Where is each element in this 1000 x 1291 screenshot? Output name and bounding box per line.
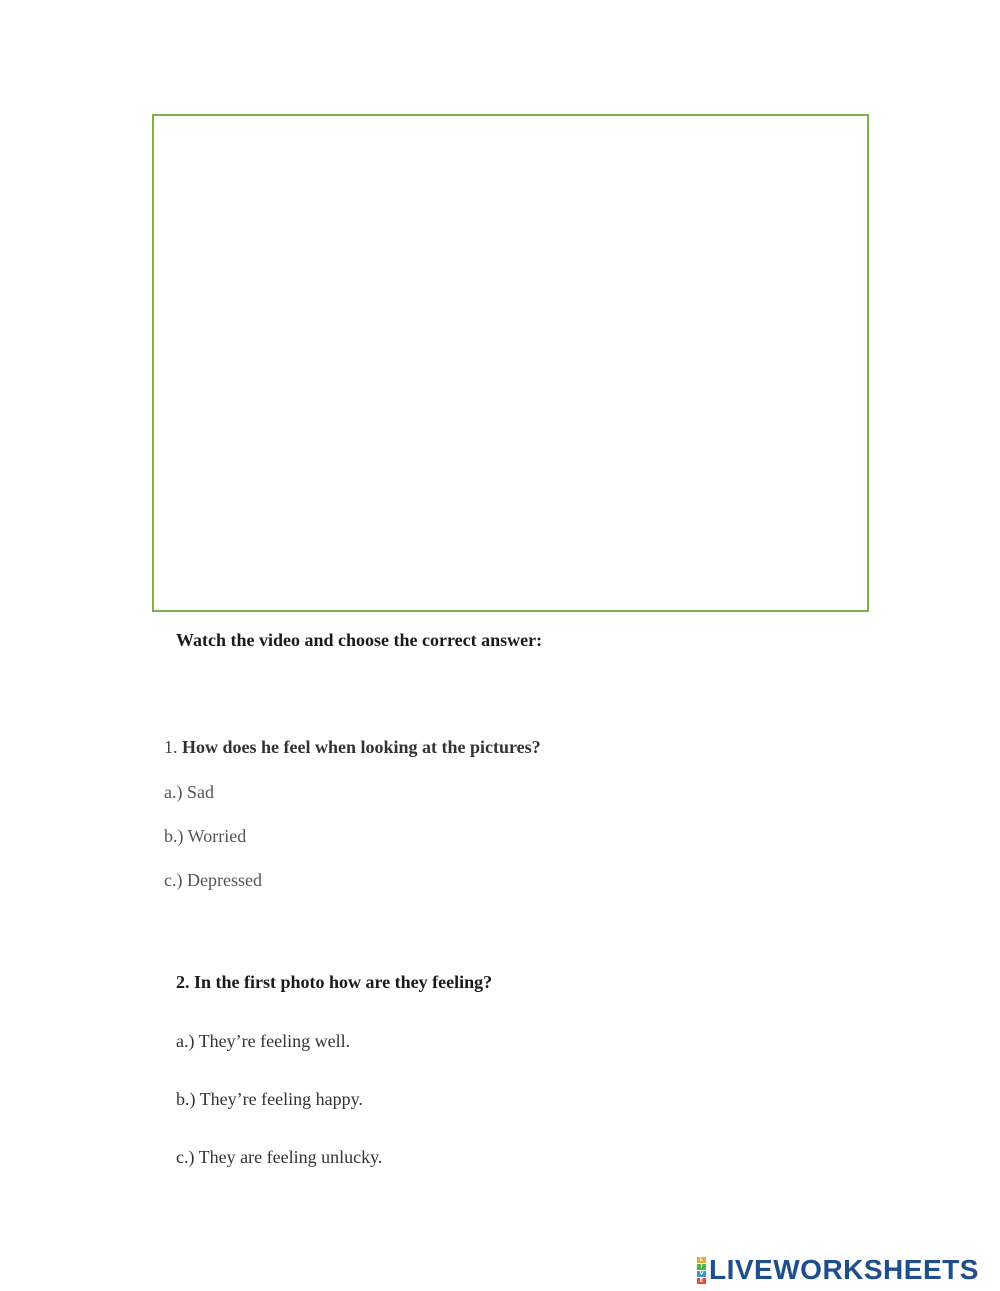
question-1-text: How does he feel when looking at the pictures? — [182, 737, 541, 757]
logo-text: LIVEWORKSHEETS — [709, 1254, 979, 1285]
logo-icon-letter: I — [697, 1264, 706, 1270]
logo-icon — [697, 1257, 706, 1284]
logo-icon-letter: E — [697, 1278, 706, 1284]
question-1-option-b[interactable]: b.) Worried — [164, 826, 247, 846]
logo-icon-letter: L — [697, 1257, 706, 1263]
question-1-number: 1. — [164, 737, 178, 757]
logo-icon-letter: V — [697, 1271, 706, 1277]
question-2-option-c[interactable]: c.) They are feeling unlucky. — [176, 1147, 383, 1167]
question-1-option-a[interactable]: a.) Sad — [164, 782, 214, 802]
video-player[interactable] — [152, 114, 869, 612]
question-1-option-c[interactable]: c.) Depressed — [164, 870, 262, 890]
question-2-option-b[interactable]: b.) They’re feeling happy. — [176, 1089, 363, 1109]
liveworksheets-logo — [697, 1256, 979, 1284]
instruction-text: Watch the video and choose the correct answer: — [176, 630, 543, 650]
question-1 — [164, 737, 541, 758]
question-2-option-a[interactable]: a.) They’re feeling well. — [176, 1031, 351, 1051]
question-2-text: 2. In the first photo how are they feeling? — [176, 972, 493, 992]
